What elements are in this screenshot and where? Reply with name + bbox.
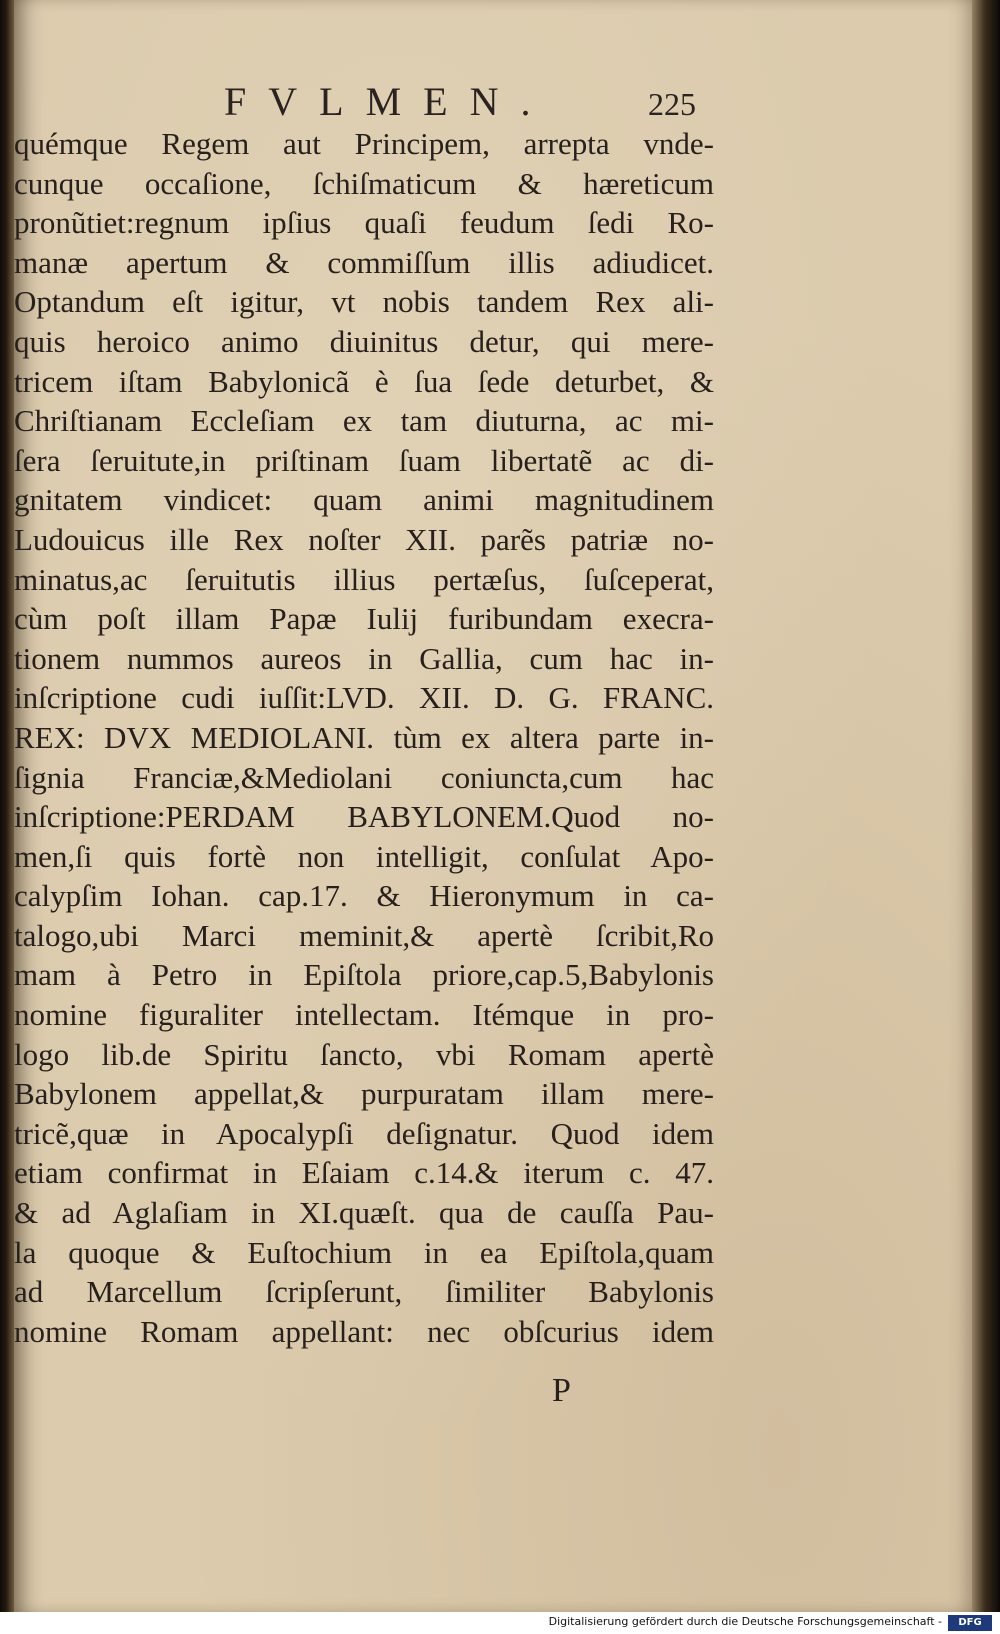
text-line: quémque Regem aut Principem, arrepta vnde- bbox=[14, 126, 714, 161]
book-page bbox=[14, 0, 972, 1612]
text-line: cùm poſt illam Papæ Iulij furibundam execra- bbox=[14, 601, 714, 637]
text-line: tricem iſtam Babylonicã è ſua ſede deturbet, & bbox=[14, 363, 714, 399]
text-line: talogo,ubi Marci meminit,& apertè ſcribit,Ro bbox=[14, 917, 714, 953]
text-line: tionem nummos aureos in Gallia, cum hac in- bbox=[14, 640, 714, 676]
text-line: & ad Aglaſiam in XI.quæſt. qua de cauſſa Pau- bbox=[14, 1195, 714, 1231]
body-text bbox=[14, 124, 714, 1351]
text-line: minatus,ac ſeruitutis illius pertæſus, ſuſceperat, bbox=[14, 561, 714, 597]
text-line: tricẽ,quæ in Apocalypſi deſignatur. Quod idem bbox=[14, 1115, 714, 1151]
text-line: pronũtiet:regnum ipſius quaſi feudum ſedi Ro- bbox=[14, 205, 714, 241]
running-head: FVLMEN. bbox=[224, 79, 553, 124]
text-line: quis heroico animo diuinitus detur, qui mere- bbox=[14, 323, 714, 359]
text-line: men,ſi quis fortè non intelligit, conſulat Apo- bbox=[14, 838, 714, 874]
text-line: logo lib.de Spiritu ſancto, vbi Romam apertè bbox=[14, 1036, 714, 1072]
signature-mark: P bbox=[552, 1372, 571, 1409]
text-line: manæ apertum & commiſſum illis adiudicet. bbox=[14, 244, 714, 280]
text-line: Optandum eſt igitur, vt nobis tandem Rex ali- bbox=[14, 284, 714, 320]
text-line: ad Marcellum ſcripſerunt, ſimiliter Babylonis bbox=[14, 1274, 714, 1310]
text-line: etiam confirmat in Eſaiam c.14.& iterum c. 47. bbox=[14, 1155, 714, 1191]
text-line: Chriſtianam Eccleſiam ex tam diuturna, ac mi- bbox=[14, 403, 714, 439]
text-line: REX: DVX MEDIOLANI. tùm ex altera parte in- bbox=[14, 719, 714, 755]
text-line: inſcriptione:PERDAM BABYLONEM.Quod no- bbox=[14, 799, 714, 835]
page-number: 225 bbox=[648, 86, 696, 122]
text-line: Babylonem appellat,& purpuratam illam mere- bbox=[14, 1076, 714, 1112]
text-line: nomine Romam appellant: nec obſcurius idem bbox=[14, 1313, 714, 1349]
text-line: calypſim Iohan. cap.17. & Hieronymum in ca- bbox=[14, 878, 714, 914]
funding-credit: Digitalisierung gefördert durch die Deutsche Forschungsgemeinschaft - bbox=[548, 1615, 942, 1628]
dfg-logo-icon: DFG bbox=[948, 1615, 992, 1631]
text-line: Ludouicus ille Rex noſter XII. parẽs patriæ no- bbox=[14, 521, 714, 557]
text-line: ſignia Franciæ,&Mediolani coniuncta,cum hac bbox=[14, 759, 714, 795]
text-line: inſcriptione cudi iuſſit:LVD. XII. D. G. FRANC. bbox=[14, 680, 714, 716]
text-line: ſera ſeruitute,in priſtinam ſuam libertatẽ ac di- bbox=[14, 442, 714, 478]
text-line: gnitatem vindicet: quam animi magnitudinem bbox=[14, 482, 714, 518]
text-line: la quoque & Euſtochium in ea Epiſtola,quam bbox=[14, 1234, 714, 1270]
text-line: nomine figuraliter intellectam. Itémque in pro- bbox=[14, 997, 714, 1033]
footer-bar bbox=[0, 1612, 1000, 1634]
text-line: cunque occaſione, ſchiſmaticum & hæreticum bbox=[14, 165, 714, 201]
text-line: mam à Petro in Epiſtola priore,cap.5,Babylonis bbox=[14, 957, 714, 993]
